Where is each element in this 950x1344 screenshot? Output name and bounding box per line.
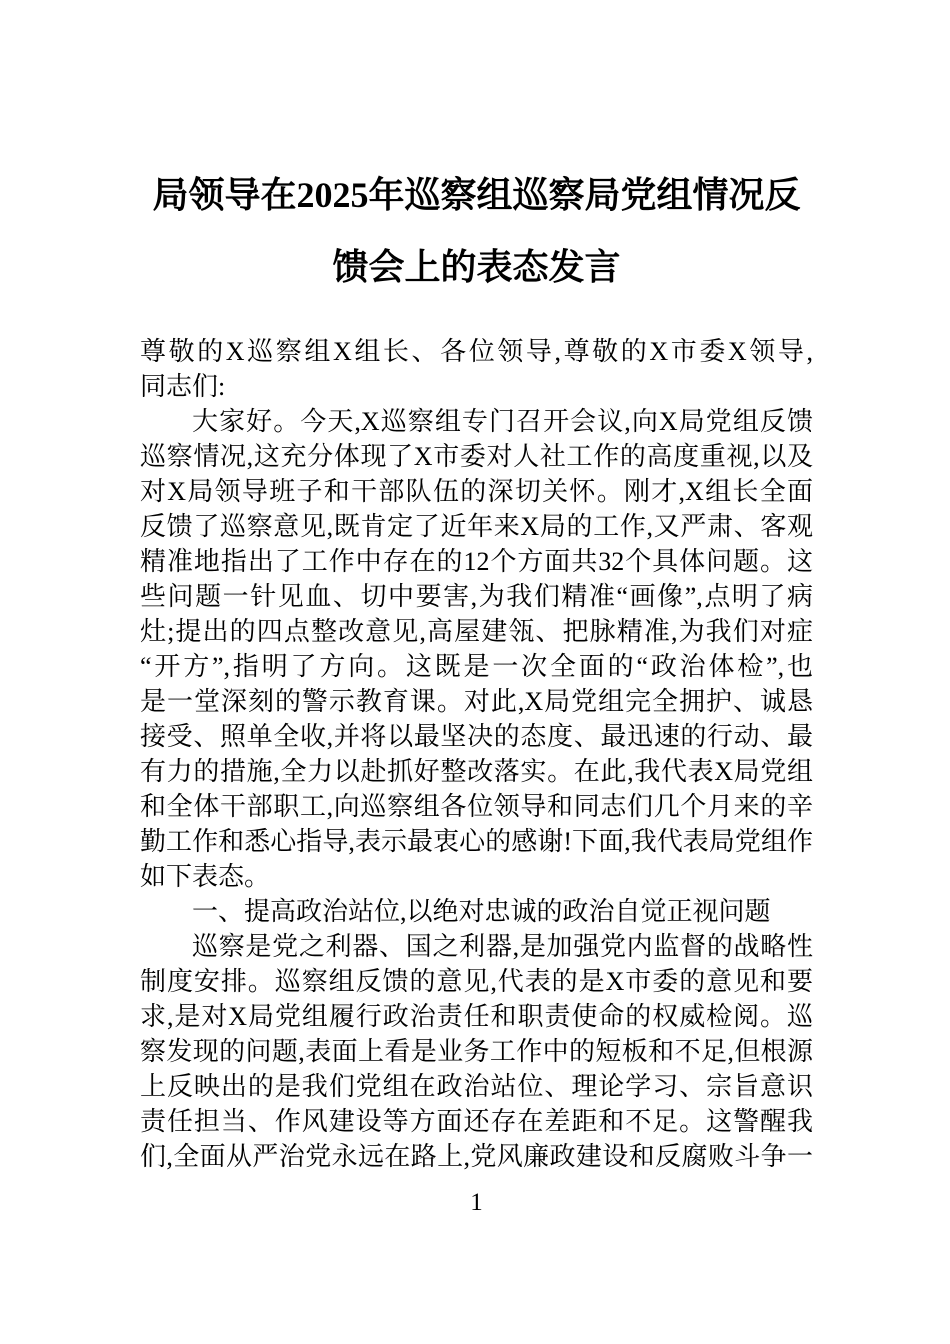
document-title-line-1: 局领导在2025年巡察组巡察局党组情况反 <box>152 175 801 215</box>
body-line: 对X局领导班子和干部队伍的深切关怀。刚才,X组长全面 <box>140 477 813 506</box>
body-line: 责任担当、作风建设等方面还存在差距和不足。这警醒我 <box>140 1107 813 1136</box>
body-line: “开方”,指明了方向。这既是一次全面的“政治体检”,也 <box>140 652 813 681</box>
body-line: 灶;提出的四点整改意见,高屋建瓴、把脉精准,为我们对症 <box>140 617 813 646</box>
body-line: 求,是对X局党组履行政治责任和职责使命的权威检阅。巡 <box>140 1002 813 1031</box>
body-line: 精准地指出了工作中存在的12个方面共32个具体问题。这 <box>140 547 813 576</box>
body-line: 勤工作和悉心指导,表示最衷心的感谢!下面,我代表局党组作 <box>140 827 813 856</box>
body-line: 巡察是党之利器、国之利器,是加强党内监督的战略性 <box>192 932 813 961</box>
body-line: 接受、照单全收,并将以最坚决的态度、最迅速的行动、最 <box>140 722 813 751</box>
document-title-line-2: 馈会上的表态发言 <box>332 247 621 287</box>
body-line: 如下表态。 <box>140 862 271 891</box>
body-line: 有力的措施,全力以赴抓好整改落实。在此,我代表X局党组 <box>140 757 813 786</box>
body-line: 些问题一针见血、切中要害,为我们精准“画像”,点明了病 <box>140 582 813 611</box>
body-line: 反馈了巡察意见,既肯定了近年来X局的工作,又严肃、客观 <box>140 512 813 541</box>
body-line: 和全体干部职工,向巡察组各位领导和同志们几个月来的辛 <box>140 792 813 821</box>
document-body <box>140 334 813 1174</box>
body-line: 同志们: <box>140 372 226 401</box>
body-line: 察发现的问题,表面上看是业务工作中的短板和不足,但根源 <box>140 1037 813 1066</box>
body-line: 大家好。今天,X巡察组专门召开会议,向X局党组反馈 <box>192 407 813 436</box>
body-line: 制度安排。巡察组反馈的意见,代表的是X市委的意见和要 <box>140 967 813 996</box>
page-number: 1 <box>470 1189 483 1216</box>
body-line: 上反映出的是我们党组在政治站位、理论学习、宗旨意识 <box>140 1072 813 1101</box>
body-line: 一、提高政治站位,以绝对忠诚的政治自觉正视问题 <box>192 897 771 926</box>
body-line: 们,全面从严治党永远在路上,党风廉政建设和反腐败斗争一 <box>140 1142 813 1171</box>
body-line: 是一堂深刻的警示教育课。对此,X局党组完全拥护、诚恳 <box>140 687 813 716</box>
body-line: 巡察情况,这充分体现了X市委对人社工作的高度重视,以及 <box>140 442 813 471</box>
document-title <box>140 159 813 303</box>
body-line: 尊敬的X巡察组X组长、各位领导,尊敬的X市委X领导, <box>140 337 813 366</box>
